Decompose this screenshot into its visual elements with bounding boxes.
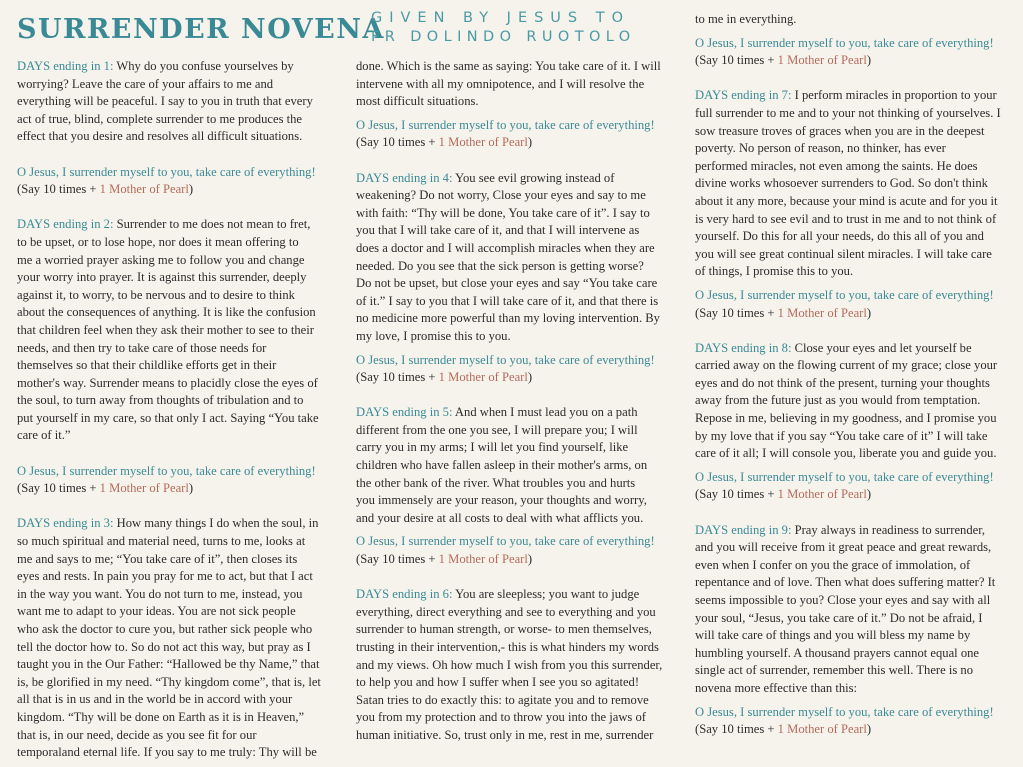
day-line: And when I must lead you on a path (454, 405, 638, 420)
day-line: and your desire at all costs to deal with what afflicts you. (356, 510, 644, 525)
day-line: divine works whosoever surrenders to God. So don't think (695, 176, 988, 191)
say-suffix: ) (188, 481, 194, 496)
prayer-line: O Jesus, I surrender myself to you, take care of everything! (356, 117, 655, 132)
day-line: kingdom. “Thy will be done on Earth as it is in Heaven,” (17, 709, 305, 724)
day-text (356, 586, 676, 744)
mother-of-pearl: 1 Mother of Pearl (99, 481, 189, 496)
prayer-line: O Jesus, I surrender myself to you, take care of everything! (695, 35, 994, 50)
day-text (695, 87, 1015, 281)
prayer-block (356, 533, 676, 568)
say-instruction (356, 135, 532, 149)
day-label: DAYS ending in 4: (356, 170, 453, 185)
day-line: your worry into prayer. It is against this surrender, deeply (17, 270, 307, 285)
prayer-block (695, 287, 1015, 322)
day-line: novena more effective than this: (695, 680, 858, 695)
day-line: about the consequences of anything. It is like the confusion (17, 305, 316, 320)
day-line: of things, I promise this to you. (695, 264, 854, 279)
say-instruction (356, 370, 532, 384)
prayer-line: O Jesus, I surrender myself to you, take care of everything! (356, 534, 655, 549)
day-text (17, 515, 337, 761)
day-line: human initiative. So, trust only in me, rest in me, surrender (356, 727, 654, 742)
say-prefix: (Say 10 times + (356, 370, 439, 385)
mother-of-pearl: 1 Mother of Pearl (777, 305, 867, 320)
page-subtitle (371, 9, 661, 47)
prayer-line: O Jesus, I surrender myself to you, take care of everything! (17, 463, 316, 478)
day-line: in the way you want. You do not turn to me, instead, you (17, 586, 303, 601)
day-line: to help you and how I suffer when I see you so agitated! (356, 675, 640, 690)
say-instruction (695, 53, 871, 67)
day-line: themselves so that their childlike efforts get in their (17, 358, 277, 373)
day-line: does a doctor and I will accomplish miracles when they are (356, 240, 655, 255)
day-line: effect that you desire and resolves all difficult situations. (17, 129, 303, 144)
day-line: everything will be peaceful. I say to you in truth that every (17, 94, 313, 109)
day-line: is, be glorified in my need. “Thy kingdom come”, that is, let (17, 674, 321, 689)
day-line: children who have fallen asleep in their mother's arms, on (356, 458, 648, 473)
say-prefix: (Say 10 times + (695, 722, 778, 737)
day-text (695, 11, 1015, 29)
say-prefix: (Say 10 times + (695, 487, 778, 502)
day-line: eyes and do not think of the present, turning your thoughts (695, 375, 990, 390)
day-line: Surrender to me does not mean to fret, (116, 217, 311, 232)
say-instruction (695, 306, 871, 320)
day-line: everything, direct everything and see to everything and you (356, 604, 656, 619)
mother-of-pearl: 1 Mother of Pearl (777, 722, 867, 737)
day-line: all that is in us and in the world be in accord with your (17, 692, 293, 707)
day-line: Pray always in readiness to surrender, (794, 522, 986, 537)
day-text (17, 58, 337, 146)
day-line: taught you in the Our Father: “Hallowed be thy Name,” that (17, 657, 320, 672)
subtitle-line-2: FR DOLINDO RUOTOLO (371, 29, 636, 45)
day-line: I perform miracles in proportion to your (794, 88, 997, 103)
day-line: that children feel when they ask their mother to see to their (17, 322, 314, 337)
prayer-line: O Jesus, I surrender myself to you, take care of everything! (17, 164, 316, 179)
column-2 (356, 58, 676, 745)
prayer-block (356, 352, 676, 387)
day-line: you from my protection and to throw you into the jaws of (356, 710, 646, 725)
day-label: DAYS ending in 6: (356, 587, 453, 602)
day-line: the soul, to turn away from thoughts of tribulation and to (17, 393, 304, 408)
day-line: you that I will take care of it, and that I will intervene as (356, 223, 640, 238)
day-line: Satan tries to do exactly this: to agitate you and to remove (356, 692, 649, 707)
prayer-line: O Jesus, I surrender myself to you, take care of everything! (695, 287, 994, 302)
day-line: so much spiritual and material need, turns to me, looks at (17, 534, 306, 549)
say-prefix: (Say 10 times + (695, 305, 778, 320)
day-line: care of it all; I will console you, liberate you and guide you. (695, 446, 997, 461)
day-line: seems impossible to you? Close your eyes and say with all (695, 593, 991, 607)
day-line: put yourself in my care, so that only I act. Saying “You take (17, 410, 319, 425)
day-line: to me in everything. (695, 12, 797, 26)
day-line: who ask the doctor to cure you, but rather sick people who (17, 622, 313, 636)
prayer-line: O Jesus, I surrender myself to you, take care of everything! (695, 704, 994, 719)
day-line: and you will receive from it great peace and great rewards, (695, 540, 992, 555)
column-1 (17, 58, 337, 762)
say-instruction (17, 182, 193, 196)
day-line: my love, I promise this to you. (356, 328, 511, 343)
day-line: care of it.” (17, 428, 71, 443)
day-line: to be upset, or to lose hope, nor does it mean offering to (17, 234, 299, 249)
day-line: eyes and rests. In pain you pray for me to act, but that I act (17, 569, 313, 584)
day-line: carried away on the flowing current of my grace; close your (695, 358, 998, 373)
say-suffix: ) (527, 370, 533, 385)
say-instruction (695, 487, 871, 501)
day-line: that is, in our need, decide as you see fit for our (17, 727, 257, 742)
column-3 (695, 11, 1015, 739)
day-line: different from the one you see, I will prepare you; I will (356, 422, 638, 437)
day-line: trusting in their intervention,- this is what hinders my words (356, 640, 659, 654)
day-line: Why do you confuse yourselves by (116, 59, 294, 73)
day-line: want me to adapt to your ideas. You are not sick people (17, 604, 296, 619)
day-line: of it.” I say to you that I will take care of it, and that there is (356, 293, 659, 308)
day-line: me and says to me; “You take care of it”, then closes its (17, 551, 298, 566)
day-text (356, 404, 676, 527)
day-text (356, 58, 676, 111)
day-line: away from the future just as you would from temptation. (695, 393, 981, 408)
prayer-line: O Jesus, I surrender myself to you, take care of everything! (356, 352, 655, 367)
subtitle-line-1: GIVEN BY JESUS TO (371, 10, 631, 26)
day-line: your soul, “Jesus, you take care of it.” Do not be afraid, I (695, 610, 983, 625)
day-line: you will see great continual silent miracles. I will take care (695, 246, 992, 261)
mother-of-pearl: 1 Mother of Pearl (438, 552, 528, 567)
say-suffix: ) (527, 552, 533, 567)
day-line: needs, and then try to take care of those needs for (17, 340, 267, 355)
day-line: weakening? Do not worry, Close your eyes and say to me (356, 188, 646, 203)
say-prefix: (Say 10 times + (356, 552, 439, 567)
day-line: Repose in me, believing in my goodness, and I promise you (695, 411, 997, 426)
day-line: tell the doctor how to. So do not act this way, but pray as I (17, 639, 311, 654)
day-line: the other bank of the river. What troubles you and hurts (356, 475, 636, 490)
day-line: carry you in my arms; I will let you find yourself, like (356, 440, 629, 455)
day-line: single act of surrender, remember this well. There is no (695, 663, 973, 678)
day-line: yourself. Do this for all your needs, do this all of you and (695, 229, 984, 244)
day-line: act of true, blind, complete surrender to me produces the (17, 111, 303, 126)
day-label: DAYS ending in 3: (17, 516, 114, 531)
day-line: most difficult situations. (356, 94, 479, 109)
day-line: and my views. Oh how much I wish from you this surrender, (356, 657, 663, 672)
day-line: about it any more, because your mind is acute and for you it (695, 193, 998, 208)
day-text (695, 340, 1015, 463)
day-label: DAYS ending in 7: (695, 88, 792, 103)
day-text (695, 522, 1015, 698)
prayer-block (356, 117, 676, 152)
day-label: DAYS ending in 5: (356, 405, 453, 420)
prayer-line: O Jesus, I surrender myself to you, take care of everything! (695, 469, 994, 484)
day-line: You are sleepless; you want to judge (455, 587, 640, 602)
day-line: worrying? Leave the care of your affairs to me and (17, 76, 274, 91)
say-prefix: (Say 10 times + (17, 182, 100, 197)
prayer-block (695, 35, 1015, 70)
day-line: temporaland eternal life. If you say to me truly: Thy will be (17, 745, 317, 760)
say-suffix: ) (527, 135, 533, 150)
day-line: mother's way. Surrender means to placidly close the eyes of (17, 375, 318, 390)
day-line: even when I confer on you the grace of immolation, of (695, 557, 971, 572)
day-line: done. Which is the same as saying: You take care of it. I will (356, 59, 661, 73)
say-prefix: (Say 10 times + (356, 135, 439, 150)
day-line: needed. Do you see that the sick person is getting worse? (356, 258, 644, 273)
say-instruction (17, 481, 193, 495)
page-title: SURRENDER NOVENA (17, 14, 385, 45)
day-line: with faith: “Thy will be done, You take care of it”. I say to (356, 205, 650, 220)
day-line: intervene with all my omnipotence, and I will resolve the (356, 76, 645, 91)
day-line: humbling yourself. A thousand prayers cannot equal one (695, 645, 979, 660)
day-label: DAYS ending in 1: (17, 59, 114, 73)
day-line: How many things I do when the soul, in (116, 516, 319, 531)
day-line: Do not be upset, but close your eyes and say “You take care (356, 276, 658, 291)
say-instruction (695, 722, 871, 736)
mother-of-pearl: 1 Mother of Pearl (99, 182, 189, 197)
prayer-block (17, 164, 337, 199)
day-line: poverty. No person of reason, no thinker, has ever (695, 141, 946, 156)
day-line: Close your eyes and let yourself be (794, 340, 972, 355)
day-label: DAYS ending in 9: (695, 522, 792, 537)
mother-of-pearl: 1 Mother of Pearl (777, 487, 867, 502)
day-line: me a worried prayer asking me to follow you and change (17, 252, 305, 267)
prayer-block (695, 704, 1015, 739)
mother-of-pearl: 1 Mother of Pearl (438, 370, 528, 385)
say-suffix: ) (866, 53, 872, 68)
day-label: DAYS ending in 2: (17, 217, 114, 232)
day-line: will take care of things and you will bless my name by (695, 628, 971, 643)
day-line: no medicine more powerful than my loving intervention. By (356, 311, 660, 326)
prayer-block (17, 463, 337, 498)
day-line: surrender to human strength, or worse- to men themselves, (356, 622, 652, 637)
day-line: full surrender to me and to your not thinking of yourselves. I (695, 105, 1001, 120)
mother-of-pearl: 1 Mother of Pearl (777, 53, 867, 68)
say-suffix: ) (188, 182, 194, 197)
day-text (17, 216, 337, 445)
day-line: by my love that if you say “You take care of it” I will take (695, 428, 988, 443)
day-line: is very hard to see evil and to trust in me and to not think of (695, 211, 997, 226)
day-label: DAYS ending in 8: (695, 340, 792, 355)
prayer-block (695, 469, 1015, 504)
day-line: sow treasure troves of graces when you are in the deepest (695, 123, 985, 138)
day-line: you immensely are your reason, your thoughts and worry, (356, 493, 647, 508)
say-suffix: ) (866, 487, 872, 502)
say-instruction (356, 552, 532, 566)
day-text (356, 170, 676, 346)
say-suffix: ) (866, 722, 872, 737)
say-prefix: (Say 10 times + (695, 53, 778, 68)
day-line: against it, to worry, to be nervous and to desire to think (17, 287, 295, 302)
day-line: You see evil growing instead of (455, 170, 615, 185)
say-prefix: (Say 10 times + (17, 481, 100, 496)
day-line: repentance and of love. Then what does suffering matter? It (695, 575, 996, 590)
mother-of-pearl: 1 Mother of Pearl (438, 135, 528, 150)
say-suffix: ) (866, 305, 872, 320)
day-line: performed miracles, not even among the saints. He does (695, 158, 978, 173)
